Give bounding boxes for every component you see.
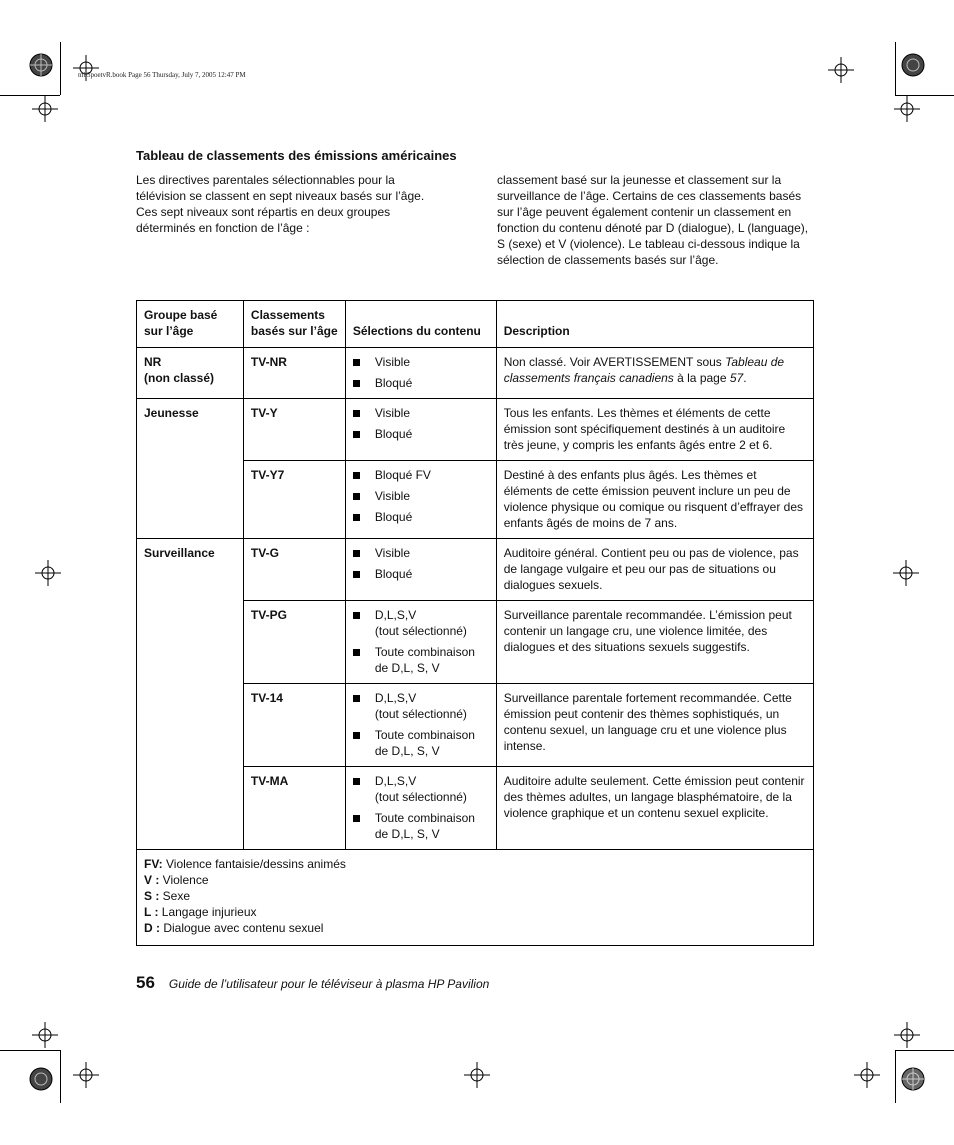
option-label: Bloqué FV: [374, 468, 431, 482]
description-cell: [496, 348, 813, 399]
description-text: Non classé. Voir AVERTISSEMENT sous: [503, 355, 726, 369]
table-header-row: [137, 301, 814, 348]
table-row: [137, 399, 814, 461]
registration-mark-icon: [28, 52, 54, 78]
print-header: mb5poetvR.book Page 56 Thursday, July 7, 2005 12:47 PM: [78, 71, 246, 79]
crop-line: [895, 42, 896, 95]
selection-cell: [345, 684, 496, 767]
registration-mark-icon: [900, 52, 926, 78]
crosshair-icon: [35, 560, 61, 586]
option-label: Bloqué: [374, 567, 413, 581]
selection-cell: [345, 767, 496, 850]
option-item: [353, 810, 489, 842]
description-cell: Destiné à des enfants plus âgés. Les thèmes et éléments de cette émission peuvent inclure un peu de violence physique ou comique ou risquent d’effrayer des enfants âgés de moins de 7 ans.: [496, 461, 813, 539]
bullet-icon: [353, 732, 360, 739]
description-cell: Auditoire général. Contient peu ou pas de violence, pas de langage vulgaire et peu our pas de situations ou dialogues sexuels.: [496, 539, 813, 601]
legend-item-s: [144, 888, 806, 904]
description-text: à la page: [673, 371, 730, 385]
option-label: Toute combinaison: [374, 811, 475, 825]
bullet-icon: [353, 410, 360, 417]
legend-key: V :: [144, 873, 160, 887]
legend-key: S :: [144, 889, 160, 903]
legend-value: Violence fantaisie/dessins animés: [162, 857, 346, 871]
description-cell: Auditoire adulte seulement. Cette émission peut contenir des thèmes adultes, un langage blasphématoire, de la violence graphique et un contenu sexuel explicite.: [496, 767, 813, 850]
crosshair-icon: [894, 96, 920, 122]
page-title: Tableau de classements des émissions américaines: [136, 148, 457, 163]
option-label: Bloqué: [374, 427, 413, 441]
option-label: Visible: [374, 355, 411, 369]
rating-cell: TV-Y: [243, 399, 345, 461]
option-item: [353, 727, 489, 759]
bullet-icon: [353, 550, 360, 557]
option-item: [353, 566, 489, 582]
option-item: [353, 607, 489, 639]
crop-line: [60, 1050, 61, 1103]
option-label: Bloqué: [374, 510, 413, 524]
page-number: 56: [136, 973, 155, 992]
selection-cell: [345, 461, 496, 539]
group-label: NR: [144, 355, 162, 369]
option-item: [353, 405, 489, 421]
legend-item-d: [144, 920, 806, 936]
option-item: [353, 467, 489, 483]
rating-cell: TV-MA: [243, 767, 345, 850]
legend-item-fv: [144, 856, 806, 872]
crop-line: [0, 1050, 60, 1051]
legend-row: [137, 850, 814, 946]
ratings-table: [136, 300, 814, 946]
bullet-icon: [353, 493, 360, 500]
option-item: [353, 773, 489, 805]
legend-value: Dialogue avec contenu sexuel: [160, 921, 324, 935]
bullet-icon: [353, 380, 360, 387]
option-label: Toute combinaison: [374, 728, 475, 742]
header-group: Groupe basé sur l’âge: [137, 301, 244, 348]
legend-value: Violence: [159, 873, 209, 887]
option-label: D,L,S,V: [374, 608, 417, 622]
header-selection: Sélections du contenu: [345, 301, 496, 348]
selection-cell: [345, 601, 496, 684]
option-label: D,L,S,V: [374, 774, 417, 788]
bullet-icon: [353, 472, 360, 479]
bullet-icon: [353, 815, 360, 822]
crosshair-icon: [828, 57, 854, 83]
intro-right-paragraph: classement basé sur la jeunesse et classement sur la surveillance de l’âge. Certains de ces classements basés sur l’âge peuvent également contenir un classement en fonction du contenu dénoté par D (dialogue), L (language), S (sexe) et V (violence). Le tableau ci-dessous indique la sélection de classements basés sur l’âge.: [497, 173, 809, 267]
option-item: [353, 354, 489, 370]
option-item: [353, 375, 489, 391]
option-item: [353, 426, 489, 442]
group-cell: Jeunesse: [137, 399, 244, 539]
rating-cell: TV-G: [243, 539, 345, 601]
option-label: Toute combinaison: [374, 645, 475, 659]
rating-cell: TV-NR: [243, 348, 345, 399]
crosshair-icon: [73, 1062, 99, 1088]
crosshair-icon: [854, 1062, 880, 1088]
legend-key: L :: [144, 905, 159, 919]
bullet-icon: [353, 431, 360, 438]
legend-value: Sexe: [159, 889, 191, 903]
legend-cell: [137, 850, 814, 946]
bullet-icon: [353, 514, 360, 521]
legend-key: D :: [144, 921, 160, 935]
option-sublabel: (tout sélectionné): [374, 790, 467, 804]
legend-key: FV:: [144, 857, 163, 871]
rating-cell: TV-Y7: [243, 461, 345, 539]
group-cell: [137, 348, 244, 399]
bullet-icon: [353, 649, 360, 656]
page-footer: [136, 973, 489, 993]
bullet-icon: [353, 778, 360, 785]
group-cell: Surveillance: [137, 539, 244, 850]
crop-line: [895, 1050, 954, 1051]
description-cell: Surveillance parentale recommandée. L’émission peut contenir un langage cru, une violence limitée, des dialogues et des situations sexuels suggestifs.: [496, 601, 813, 684]
bullet-icon: [353, 695, 360, 702]
registration-mark-icon: [28, 1066, 54, 1092]
option-item: [353, 690, 489, 722]
description-text: .: [743, 371, 747, 385]
bullet-icon: [353, 612, 360, 619]
footer-title: Guide de l’utilisateur pour le téléviseur à plasma HP Pavilion: [168, 977, 490, 991]
header-description: Description: [496, 301, 813, 348]
header-rating: Classements basés sur l’âge: [243, 301, 345, 348]
table-row: [137, 539, 814, 601]
legend-item-l: [144, 904, 806, 920]
crosshair-icon: [464, 1062, 490, 1088]
legend-item-v: [144, 872, 806, 888]
bullet-icon: [353, 359, 360, 366]
registration-mark-icon: [900, 1066, 926, 1092]
option-sublabel: de D,L, S, V: [374, 661, 440, 675]
crosshair-icon: [32, 1022, 58, 1048]
rating-cell: TV-14: [243, 684, 345, 767]
selection-cell: [345, 539, 496, 601]
option-label: D,L,S,V: [374, 691, 417, 705]
option-label: Visible: [374, 489, 411, 503]
option-label: Visible: [374, 546, 411, 560]
description-reference: Tableau de classements français canadiens: [503, 355, 785, 385]
crop-line: [60, 42, 61, 95]
option-item: [353, 488, 489, 504]
option-label: Visible: [374, 406, 411, 420]
option-item: [353, 545, 489, 561]
option-sublabel: (tout sélectionné): [374, 707, 467, 721]
option-sublabel: de D,L, S, V: [374, 827, 440, 841]
bullet-icon: [353, 571, 360, 578]
description-cell: Surveillance parentale fortement recommandée. Cette émission peut contenir des thèmes sophistiqués, un contenu sexuel, un language cru et une violence plus intense.: [496, 684, 813, 767]
crop-line: [895, 1050, 896, 1103]
selection-cell: [345, 348, 496, 399]
option-item: [353, 644, 489, 676]
selection-cell: [345, 399, 496, 461]
rating-cell: TV-PG: [243, 601, 345, 684]
crosshair-icon: [32, 96, 58, 122]
group-sublabel: (non classé): [144, 371, 215, 385]
legend-value: Langage injurieux: [158, 905, 257, 919]
table-row: [137, 348, 814, 399]
page-reference: 57: [729, 371, 744, 385]
option-item: [353, 509, 489, 525]
option-sublabel: (tout sélectionné): [374, 624, 467, 638]
crosshair-icon: [893, 560, 919, 586]
option-label: Bloqué: [374, 376, 413, 390]
description-cell: Tous les enfants. Les thèmes et éléments de cette émission sont spécifiquement destinés à un auditoire très jeune, y compris les enfants âgés entre 2 et 6.: [496, 399, 813, 461]
option-sublabel: de D,L, S, V: [374, 744, 440, 758]
intro-left-paragraph: Les directives parentales sélectionnables pour la télévision se classent en sept niveaux basés sur l’âge. Ces sept niveaux sont répartis en deux groupes déterminés en fonction de l’âge :: [136, 173, 425, 235]
crosshair-icon: [894, 1022, 920, 1048]
